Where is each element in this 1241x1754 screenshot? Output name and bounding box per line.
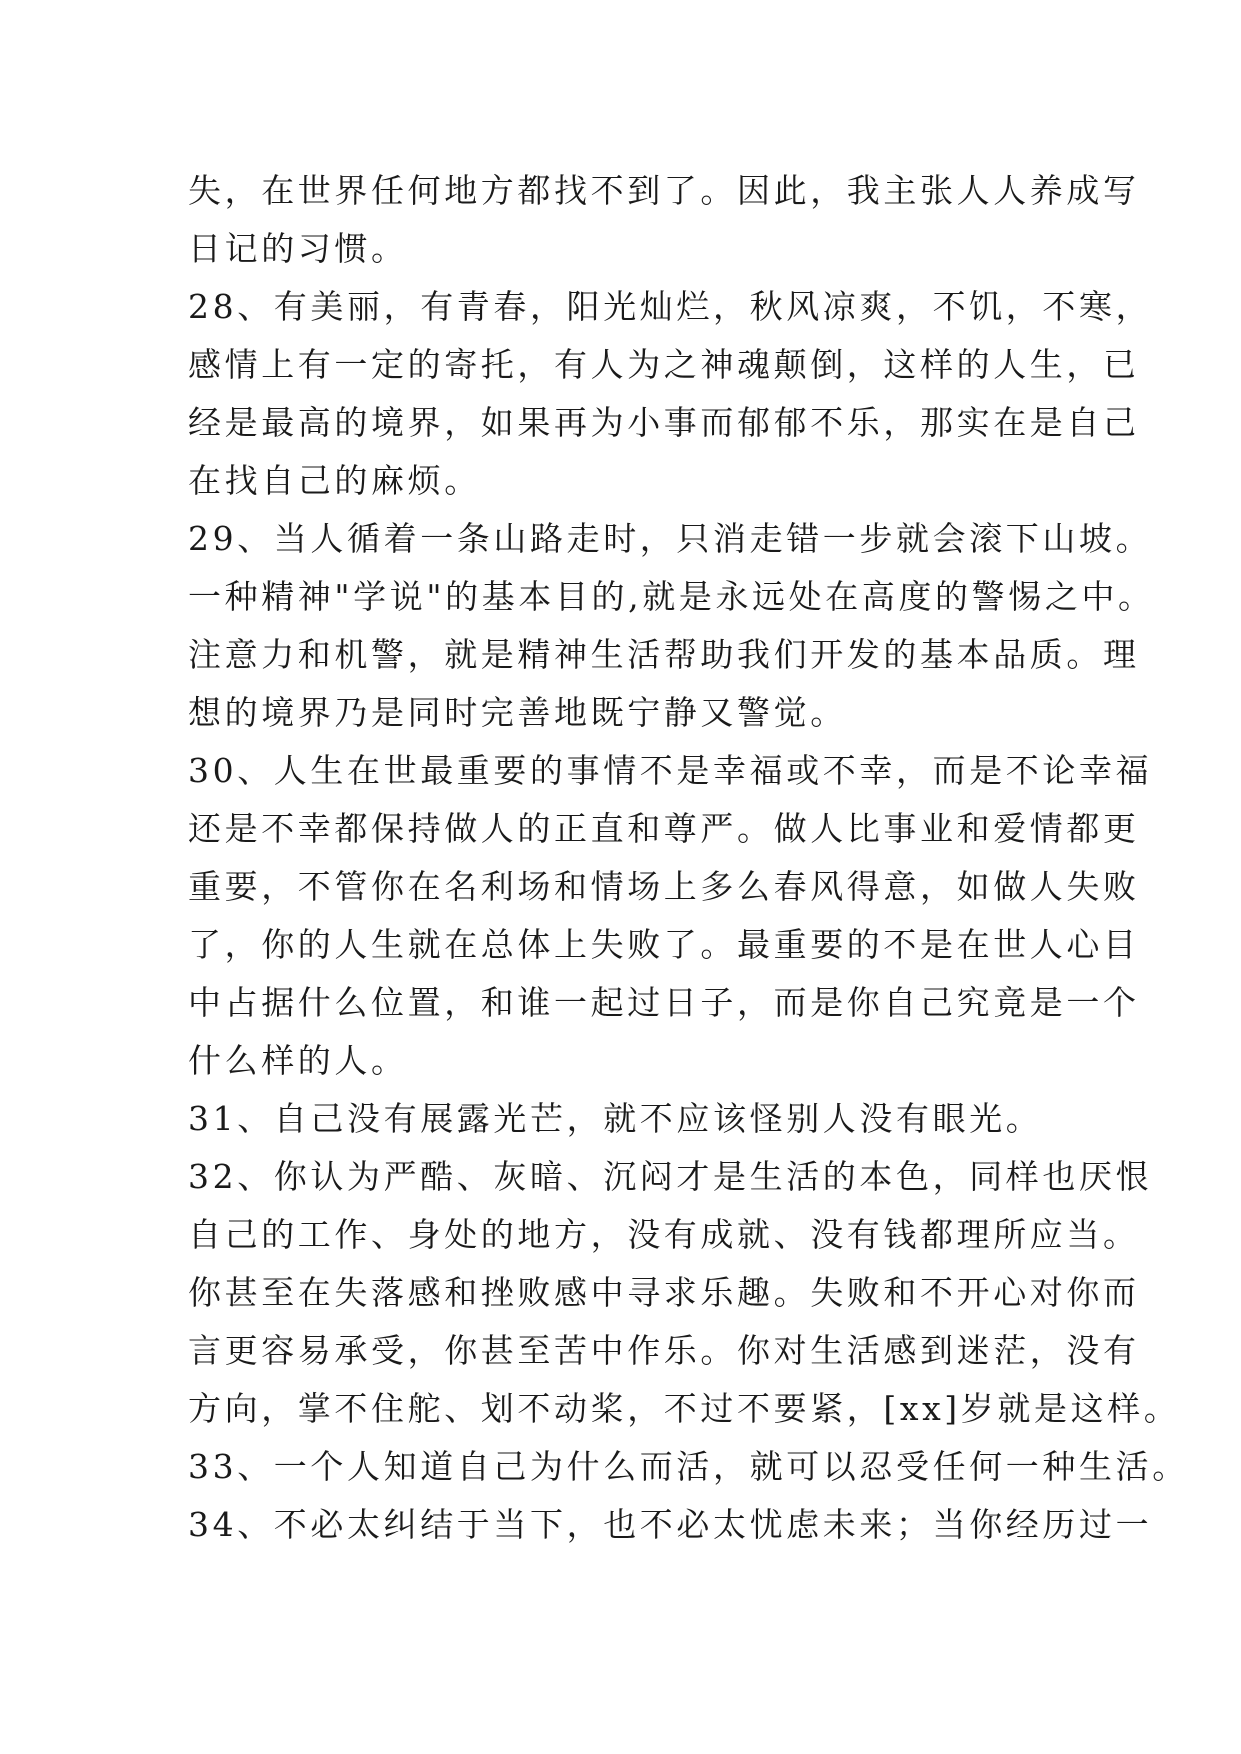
text-line: 什么样的人。 — [188, 1041, 408, 1080]
text-line: 重要，不管你在名利场和情场上多么春风得意，如做人失败 — [188, 867, 1140, 906]
text-line: 感情上有一定的寄托，有人为之神魂颠倒，这样的人生，已 — [188, 345, 1140, 384]
text-line: 31、自己没有展露光芒，就不应该怪别人没有眼光。 — [188, 1099, 1043, 1138]
text-line: 还是不幸都保持做人的正直和尊严。做人比事业和爱情都更 — [188, 809, 1140, 848]
text-line: 中占据什么位置，和谁一起过日子，而是你自己究竟是一个 — [188, 983, 1140, 1022]
text-line: 33、一个人知道自己为什么而活，就可以忍受任何一种生活。 — [188, 1447, 1189, 1486]
text-line: 32、你认为严酷、灰暗、沉闷才是生活的本色，同样也厌恨 — [188, 1157, 1153, 1196]
text-line: 29、当人循着一条山路走时，只消走错一步就会滚下山坡。 — [188, 519, 1153, 558]
text-line: 30、人生在世最重要的事情不是幸福或不幸，而是不论幸福 — [188, 751, 1153, 790]
text-line: 在找自己的麻烦。 — [188, 461, 481, 500]
text-line: 了，你的人生就在总体上失败了。最重要的不是在世人心目 — [188, 925, 1140, 964]
text-line: 34、不必太纠结于当下，也不必太忧虑未来；当你经历过一 — [188, 1505, 1153, 1544]
document-body — [188, 162, 1189, 1554]
text-line: 你甚至在失落感和挫败感中寻求乐趣。失败和不开心对你而 — [188, 1273, 1140, 1312]
text-line: 言更容易承受，你甚至苦中作乐。你对生活感到迷茫，没有 — [188, 1331, 1140, 1370]
text-line: 方向，掌不住舵、划不动桨，不过不要紧，[xx]岁就是这样。 — [188, 1389, 1181, 1428]
text-line: 28、有美丽，有青春，阳光灿烂，秋风凉爽，不饥，不寒， — [188, 287, 1153, 326]
text-line: 想的境界乃是同时完善地既宁静又警觉。 — [188, 693, 847, 732]
text-line: 经是最高的境界，如果再为小事而郁郁不乐，那实在是自己 — [188, 403, 1140, 442]
text-line: 失，在世界任何地方都找不到了。因此，我主张人人养成写 — [188, 171, 1140, 210]
text-line: 注意力和机警，就是精神生活帮助我们开发的基本品质。理 — [188, 635, 1140, 674]
text-line: 自己的工作、身处的地方，没有成就、没有钱都理所应当。 — [188, 1215, 1140, 1254]
text-line: 日记的习惯。 — [188, 229, 408, 268]
text-line: 一种精神"学说"的基本目的,就是永远处在高度的警惕之中。 — [188, 577, 1155, 616]
